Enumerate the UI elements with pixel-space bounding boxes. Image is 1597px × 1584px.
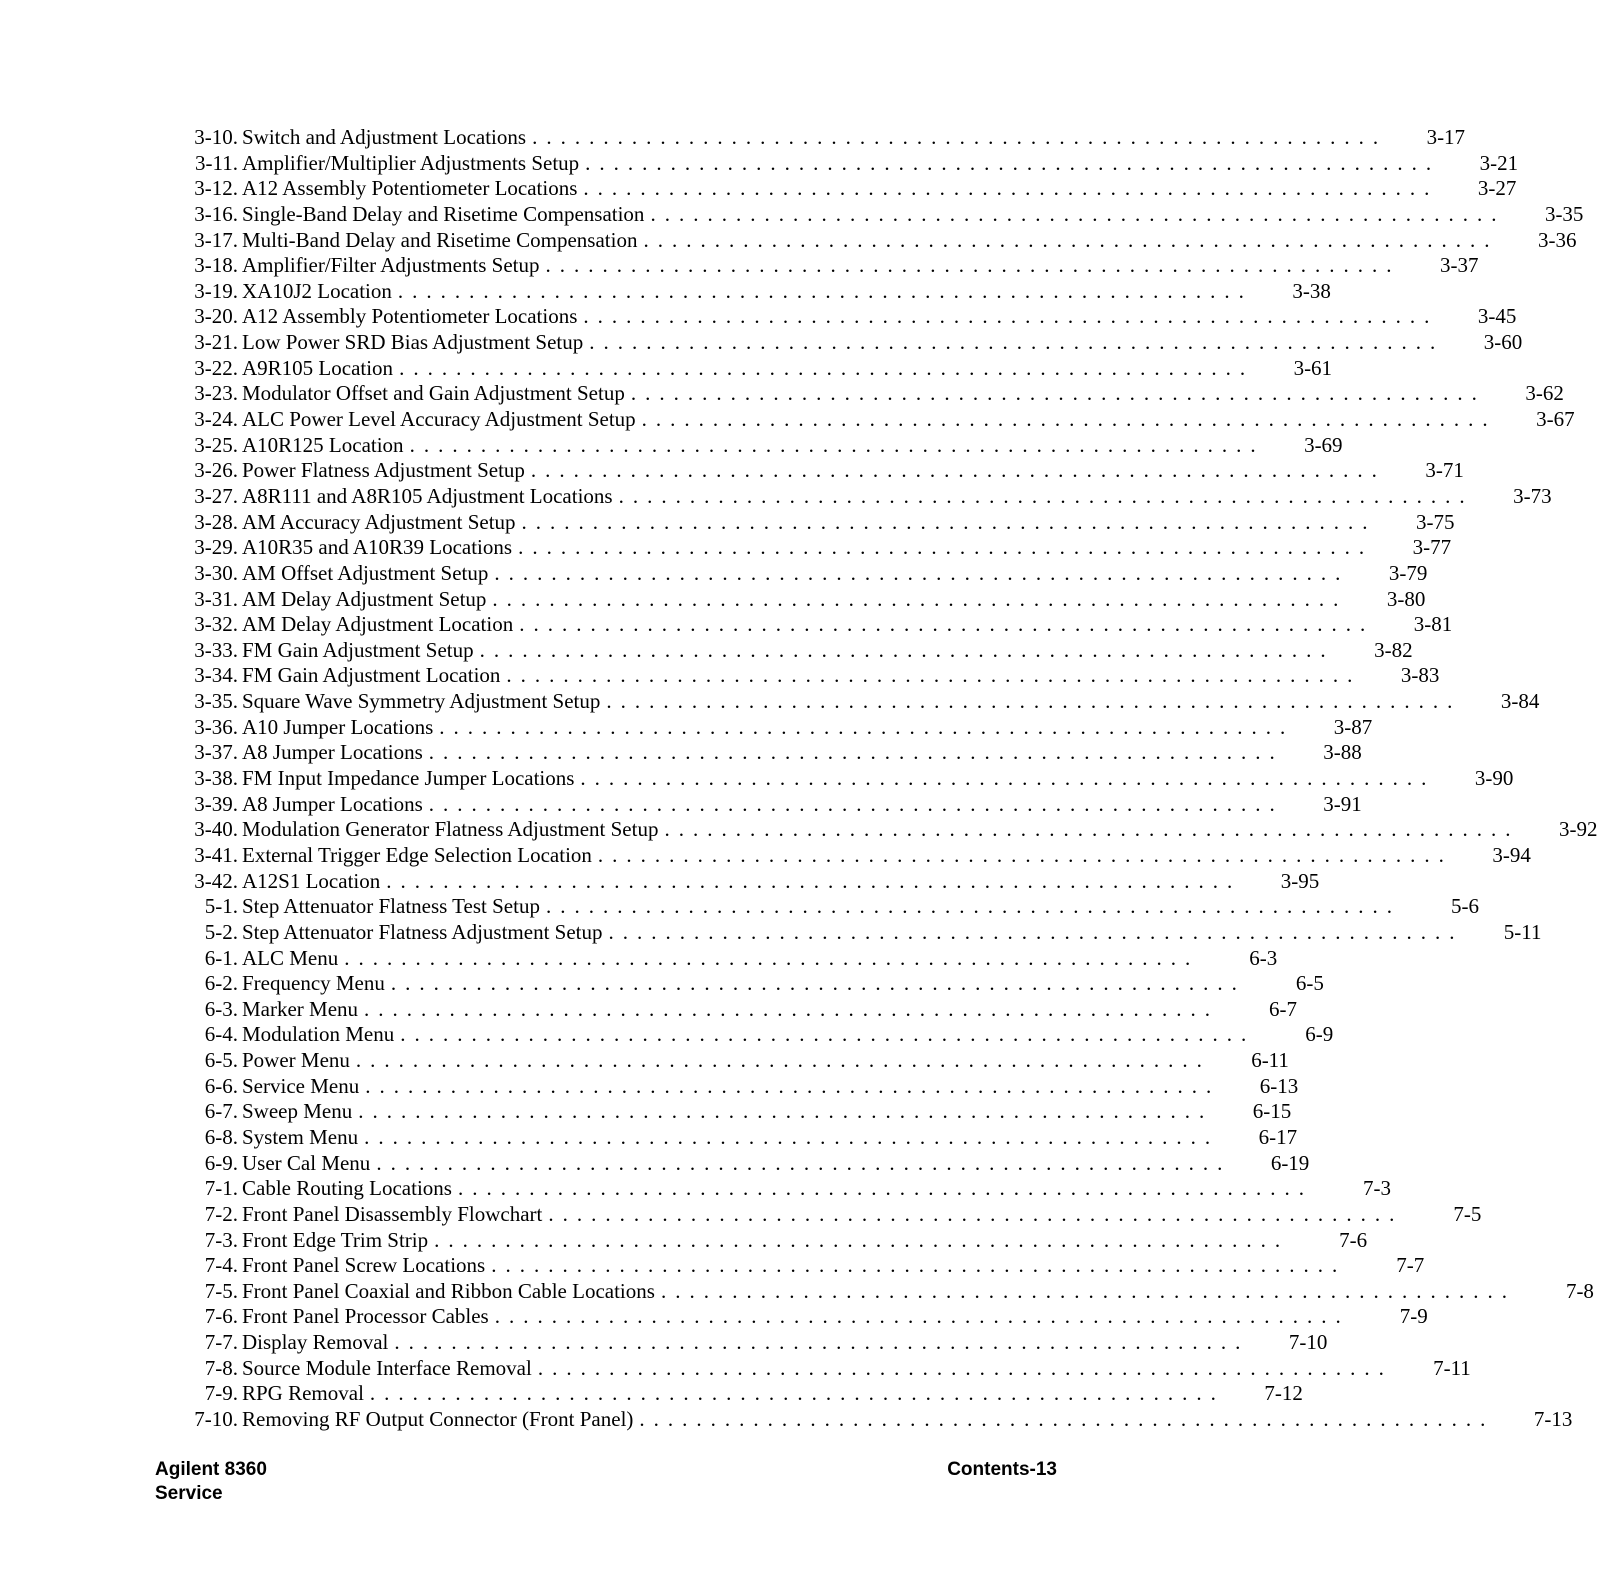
figure-number: 7-1. — [204, 1176, 238, 1201]
figure-number: 3-11. — [195, 150, 238, 175]
page-ref: 6-7 — [1269, 996, 1298, 1021]
dot-leader: ............................................................ — [439, 714, 1295, 739]
dot-leader: ............................................................ — [545, 253, 1401, 278]
page-ref: 3-21 — [1479, 150, 1519, 175]
figure-number: 3-25. — [194, 432, 238, 457]
figure-number: 3-29. — [194, 535, 238, 560]
dot-leader: ............................................................ — [506, 663, 1362, 688]
toc-entry[interactable] — [155, 791, 1362, 818]
page-ref: 3-82 — [1374, 637, 1413, 662]
page-number: Contents-13 — [947, 1459, 1057, 1480]
page-ref: 7-9 — [1399, 1304, 1428, 1329]
figure-title: FM Gain Adjustment Location — [238, 663, 500, 689]
toc-entry[interactable] — [155, 637, 1413, 664]
page-ref: 3-90 — [1474, 766, 1514, 791]
dot-leader: ............................................................ — [386, 868, 1242, 893]
figure-title: Front Edge Trim Strip — [238, 1228, 428, 1254]
toc-entry[interactable] — [155, 304, 1517, 330]
dot-leader: ............................................................ — [397, 278, 1253, 303]
toc-entry[interactable] — [155, 125, 1466, 151]
toc-entry[interactable] — [155, 689, 1540, 715]
figure-number: 3-41. — [194, 842, 238, 867]
figure-title: Switch and Adjustment Locations — [238, 125, 526, 151]
dot-leader: ............................................................ — [399, 355, 1255, 380]
page-ref: 7-10 — [1288, 1330, 1328, 1355]
figure-number: 3-38. — [194, 766, 238, 791]
toc-entry[interactable] — [155, 868, 1320, 895]
toc-entry[interactable] — [155, 842, 1531, 869]
page-ref: 3-84 — [1500, 689, 1540, 714]
figure-number: 7-4. — [204, 1253, 238, 1278]
figure-number: 5-1. — [204, 894, 238, 919]
page-ref: 6-5 — [1295, 971, 1324, 996]
dot-leader: ............................................................ — [355, 1048, 1211, 1073]
toc-entry[interactable] — [155, 1407, 1573, 1433]
page-ref: 7-8 — [1565, 1278, 1594, 1303]
figure-number: 3-28. — [194, 509, 238, 534]
toc-entry[interactable] — [155, 1330, 1328, 1356]
page-ref: 3-45 — [1477, 304, 1517, 329]
figure-number: 3-17. — [194, 227, 238, 252]
page-ref: 3-61 — [1293, 355, 1333, 380]
figure-number: 3-33. — [194, 637, 238, 662]
figure-number: 3-27. — [194, 483, 238, 508]
figure-title: A10R35 and A10R39 Locations — [238, 535, 512, 561]
figure-number: 6-7. — [204, 1099, 238, 1124]
figure-number: 3-24. — [194, 407, 238, 432]
dot-leader: ............................................................ — [639, 1407, 1495, 1432]
dot-leader: ............................................................ — [537, 1355, 1393, 1380]
figure-title: A10 Jumper Locations — [238, 715, 433, 741]
figure-title: Front Panel Processor Cables — [238, 1304, 489, 1330]
dot-leader: ............................................................ — [364, 1124, 1220, 1149]
dot-leader: ............................................................ — [597, 842, 1453, 867]
figure-number: 7-5. — [204, 1278, 238, 1303]
figure-list — [155, 125, 1597, 1433]
figure-number: 3-35. — [194, 689, 238, 714]
toc-entry[interactable] — [155, 1150, 1310, 1177]
page-ref: 3-36 — [1537, 227, 1577, 252]
dot-leader: ............................................................ — [492, 586, 1348, 611]
toc-entry[interactable] — [155, 278, 1331, 305]
figure-title: ALC Menu — [238, 946, 338, 972]
page-ref: 3-75 — [1416, 509, 1455, 534]
figure-number: 6-3. — [204, 996, 238, 1021]
figure-title: Modulation Generator Flatness Adjustment Setup — [238, 817, 658, 843]
toc-entry[interactable] — [155, 1381, 1303, 1407]
figure-title: AM Offset Adjustment Setup — [238, 561, 488, 587]
dot-leader: ............................................................ — [532, 125, 1388, 149]
figure-title: A8R111 and A8R105 Adjustment Locations — [238, 484, 613, 510]
toc-entry[interactable] — [155, 201, 1584, 228]
dot-leader: ............................................................ — [494, 560, 1350, 585]
figure-title: Square Wave Symmetry Adjustment Setup — [238, 689, 600, 715]
toc-entry[interactable] — [155, 1253, 1425, 1279]
page-ref: 3-73 — [1513, 483, 1552, 508]
dot-leader: ............................................................ — [630, 381, 1486, 406]
figure-title: AM Delay Adjustment Setup — [238, 587, 486, 613]
toc-entry[interactable] — [155, 458, 1464, 484]
figure-number: 5-2. — [204, 919, 238, 944]
toc-entry[interactable] — [155, 1124, 1298, 1151]
dot-leader: ............................................................ — [376, 1150, 1232, 1175]
dot-leader: ............................................................ — [358, 1099, 1214, 1124]
dot-leader: ............................................................ — [664, 817, 1520, 842]
toc-entry[interactable] — [155, 227, 1577, 254]
figure-title: Source Module Interface Removal — [238, 1356, 532, 1382]
figure-title: ALC Power Level Accuracy Adjustment Setup — [238, 407, 636, 433]
toc-entry[interactable] — [155, 945, 1278, 972]
page-ref: 3-81 — [1413, 612, 1453, 637]
figure-number: 3-10. — [194, 125, 238, 149]
figure-title: External Trigger Edge Selection Location — [238, 843, 592, 869]
dot-leader: ............................................................ — [608, 919, 1464, 944]
dot-leader: ............................................................ — [583, 176, 1439, 201]
figure-title: Frequency Menu — [238, 971, 385, 997]
dot-leader: ............................................................ — [618, 483, 1474, 508]
page-ref: 3-67 — [1536, 407, 1575, 432]
figure-number: 3-42. — [194, 868, 238, 893]
figure-title: Front Panel Screw Locations — [238, 1253, 485, 1279]
dot-leader: ............................................................ — [518, 535, 1374, 560]
page-ref: 7-6 — [1339, 1227, 1368, 1252]
toc-entry[interactable] — [155, 1201, 1482, 1228]
figure-number: 3-19. — [194, 278, 238, 303]
page-ref: 7-12 — [1264, 1381, 1303, 1406]
toc-entry[interactable] — [155, 766, 1514, 792]
figure-title: Front Panel Disassembly Flowchart — [238, 1202, 542, 1228]
toc-entry[interactable] — [155, 1355, 1471, 1382]
figure-title: Amplifier/Filter Adjustments Setup — [238, 253, 540, 279]
figure-title: Front Panel Coaxial and Ribbon Cable Locations — [238, 1279, 655, 1305]
dot-leader: ............................................................ — [580, 766, 1436, 791]
page-ref: 7-3 — [1362, 1176, 1391, 1201]
dot-leader: ............................................................ — [491, 1253, 1347, 1278]
dot-leader: ............................................................ — [365, 1073, 1221, 1098]
figure-title: Step Attenuator Flatness Adjustment Setup — [238, 920, 603, 946]
figure-number: 3-34. — [194, 663, 238, 688]
figure-number: 6-1. — [204, 945, 238, 970]
figure-number: 3-36. — [194, 714, 238, 739]
figure-title: A8 Jumper Locations — [238, 740, 423, 766]
figure-number: 6-6. — [204, 1073, 238, 1098]
dot-leader: ............................................................ — [606, 689, 1462, 714]
page-ref: 7-5 — [1453, 1201, 1482, 1226]
page-ref: 6-15 — [1252, 1099, 1292, 1124]
dot-leader: ............................................................ — [548, 1201, 1404, 1226]
toc-entry[interactable] — [155, 1176, 1391, 1202]
figure-title: A12S1 Location — [238, 869, 380, 895]
dot-leader: ............................................................ — [394, 1330, 1250, 1355]
toc-entry[interactable] — [155, 740, 1362, 766]
figure-title: User Cal Menu — [238, 1151, 370, 1177]
figure-title: Display Removal — [238, 1330, 388, 1356]
dot-leader: ............................................................ — [643, 227, 1499, 252]
figure-title: FM Gain Adjustment Setup — [238, 638, 474, 664]
figure-title: Power Flatness Adjustment Setup — [238, 458, 525, 484]
figure-title: AM Delay Adjustment Location — [238, 612, 513, 638]
toc-entry[interactable] — [155, 483, 1552, 510]
dot-leader: ............................................................ — [428, 740, 1284, 765]
toc-entry[interactable] — [155, 176, 1517, 202]
figure-title: Sweep Menu — [238, 1099, 352, 1125]
figure-title: A10R125 Location — [238, 433, 404, 459]
dot-leader: ............................................................ — [390, 971, 1246, 996]
toc-entry[interactable] — [155, 355, 1333, 382]
dot-leader: ............................................................ — [589, 330, 1445, 355]
figure-number: 3-31. — [194, 586, 238, 611]
page-ref: 7-7 — [1396, 1253, 1425, 1278]
toc-entry[interactable] — [155, 817, 1597, 843]
dot-leader: ............................................................ — [494, 1304, 1350, 1329]
page-ref: 3-27 — [1477, 176, 1517, 201]
section-name: Service — [155, 1483, 223, 1504]
dot-leader: ............................................................ — [369, 1381, 1225, 1406]
page-ref: 6-9 — [1305, 1022, 1334, 1047]
toc-entry[interactable] — [155, 1304, 1428, 1330]
dot-leader: ............................................................ — [641, 407, 1497, 432]
figure-title: Removing RF Output Connector (Front Panel) — [238, 1407, 633, 1433]
toc-entry[interactable] — [155, 1099, 1292, 1125]
dot-leader: ............................................................ — [583, 304, 1439, 329]
dot-leader: ............................................................ — [521, 509, 1377, 534]
figure-number: 3-37. — [194, 740, 238, 765]
dot-leader: ............................................................ — [660, 1278, 1516, 1303]
toc-entry[interactable] — [155, 663, 1440, 689]
figure-number: 3-20. — [194, 304, 238, 329]
page-ref: 3-62 — [1525, 381, 1564, 406]
figure-number: 7-7. — [204, 1330, 238, 1355]
page-ref: 3-87 — [1333, 714, 1373, 739]
page-ref: 3-37 — [1440, 253, 1479, 278]
figure-number: 7-6. — [204, 1304, 238, 1329]
page-ref: 6-3 — [1249, 945, 1278, 970]
toc-entry[interactable] — [155, 1048, 1289, 1074]
figure-number: 3-32. — [194, 612, 238, 637]
figure-title: Modulation Menu — [238, 1022, 394, 1048]
page-ref: 3-91 — [1323, 791, 1362, 816]
page-ref: 5-11 — [1503, 919, 1542, 944]
dot-leader: ............................................................ — [364, 996, 1220, 1021]
figure-number: 3-26. — [194, 458, 238, 483]
toc-entry[interactable] — [155, 1022, 1334, 1048]
figure-title: Cable Routing Locations — [238, 1176, 452, 1202]
figure-number: 6-2. — [204, 971, 238, 996]
figure-title: Single-Band Delay and Risetime Compensation — [238, 202, 644, 228]
toc-entry[interactable] — [155, 330, 1523, 356]
toc-entry[interactable] — [155, 432, 1343, 459]
figure-number: 3-39. — [194, 791, 238, 816]
figure-title: Marker Menu — [238, 997, 358, 1023]
toc-entry[interactable] — [155, 407, 1575, 433]
figure-title: Low Power SRD Bias Adjustment Setup — [238, 330, 583, 356]
figure-title: RPG Removal — [238, 1381, 364, 1407]
figure-number: 3-18. — [194, 253, 238, 278]
figure-number: 7-8. — [204, 1355, 238, 1380]
toc-entry[interactable] — [155, 150, 1519, 177]
figure-title: A9R105 Location — [238, 356, 393, 382]
figure-title: System Menu — [238, 1125, 358, 1151]
figure-number: 6-4. — [204, 1022, 238, 1047]
dot-leader: ............................................................ — [545, 894, 1401, 919]
dot-leader: ............................................................ — [344, 945, 1200, 970]
toc-entry[interactable] — [155, 971, 1324, 997]
figure-number: 7-9. — [204, 1381, 238, 1406]
page-ref: 6-13 — [1259, 1073, 1299, 1098]
page-ref: 3-77 — [1412, 535, 1452, 560]
figure-title: Amplifier/Multiplier Adjustments Setup — [238, 151, 579, 177]
toc-entry[interactable] — [155, 253, 1479, 279]
figure-number: 3-22. — [194, 355, 238, 380]
figure-title: Multi-Band Delay and Risetime Compensation — [238, 228, 637, 254]
page-ref: 3-71 — [1425, 458, 1464, 483]
toc-entry[interactable] — [155, 612, 1453, 638]
dot-leader: ............................................................ — [409, 432, 1265, 457]
dot-leader: ............................................................ — [519, 612, 1375, 637]
figure-title: XA10J2 Location — [238, 279, 392, 305]
toc-entry[interactable] — [155, 1278, 1594, 1305]
toc-entry[interactable] — [155, 1073, 1299, 1100]
dot-leader: ............................................................ — [400, 1022, 1256, 1047]
page-ref: 5-6 — [1450, 894, 1479, 919]
figure-number: 3-23. — [194, 381, 238, 406]
product-name: Agilent 8360 — [155, 1459, 267, 1480]
figure-number: 7-10. — [194, 1407, 238, 1432]
figure-number: 7-2. — [204, 1201, 238, 1226]
page-ref: 3-88 — [1323, 740, 1362, 765]
page-ref: 6-11 — [1251, 1048, 1289, 1073]
figure-title: A12 Assembly Potentiometer Locations — [238, 176, 577, 202]
figure-number: 3-12. — [194, 176, 238, 201]
dot-leader: ............................................................ — [428, 791, 1284, 816]
page-ref: 7-11 — [1433, 1355, 1471, 1380]
figure-number: 3-21. — [194, 330, 238, 355]
dot-leader: ............................................................ — [530, 458, 1386, 483]
footer-left — [155, 1458, 267, 1506]
page-ref: 3-83 — [1400, 663, 1440, 688]
page-ref: 3-94 — [1492, 842, 1531, 867]
page-ref: 6-19 — [1270, 1150, 1310, 1175]
dot-leader: ............................................................ — [457, 1176, 1313, 1201]
page-ref: 3-79 — [1388, 560, 1428, 585]
page-ref: 3-35 — [1544, 201, 1584, 226]
figure-number: 3-16. — [194, 201, 238, 226]
toc-entry[interactable] — [155, 1227, 1368, 1254]
figure-number: 7-3. — [204, 1227, 238, 1252]
page-ref: 3-17 — [1426, 125, 1466, 149]
figure-number: 6-8. — [204, 1124, 238, 1149]
page-ref: 3-69 — [1304, 432, 1343, 457]
toc-entry[interactable] — [155, 919, 1542, 946]
dot-leader: ............................................................ — [585, 150, 1441, 175]
dot-leader: ............................................................ — [479, 637, 1335, 662]
figure-title: Modulator Offset and Gain Adjustment Setup — [238, 381, 625, 407]
figure-number: 6-9. — [204, 1150, 238, 1175]
toc-entry[interactable] — [155, 894, 1479, 920]
toc-entry[interactable] — [155, 714, 1373, 741]
toc-entry[interactable] — [155, 560, 1428, 587]
dot-leader: ............................................................ — [650, 201, 1506, 226]
figure-title: Power Menu — [238, 1048, 350, 1074]
figure-title: Service Menu — [238, 1074, 359, 1100]
toc-entry[interactable] — [155, 381, 1564, 407]
figure-title: A12 Assembly Potentiometer Locations — [238, 304, 577, 330]
figure-number: 6-5. — [204, 1048, 238, 1073]
figure-title: Step Attenuator Flatness Test Setup — [238, 894, 540, 920]
toc-entry[interactable] — [155, 586, 1426, 613]
figure-number: 3-40. — [194, 817, 238, 842]
dot-leader: ............................................................ — [434, 1227, 1290, 1252]
page-ref: 3-60 — [1483, 330, 1523, 355]
figure-number: 3-30. — [194, 560, 238, 585]
page-ref: 3-92 — [1558, 817, 1597, 842]
toc-entry[interactable] — [155, 535, 1452, 561]
toc-entry[interactable] — [155, 509, 1455, 536]
figure-title: AM Accuracy Adjustment Setup — [238, 510, 516, 536]
page-ref: 3-95 — [1280, 868, 1320, 893]
page-ref: 3-38 — [1292, 278, 1331, 303]
toc-entry[interactable] — [155, 996, 1298, 1023]
figure-title: FM Input Impedance Jumper Locations — [238, 766, 574, 792]
page-ref: 3-80 — [1386, 586, 1426, 611]
figure-title: A8 Jumper Locations — [238, 792, 423, 818]
page-ref: 6-17 — [1258, 1124, 1298, 1149]
page-ref: 7-13 — [1533, 1407, 1573, 1432]
